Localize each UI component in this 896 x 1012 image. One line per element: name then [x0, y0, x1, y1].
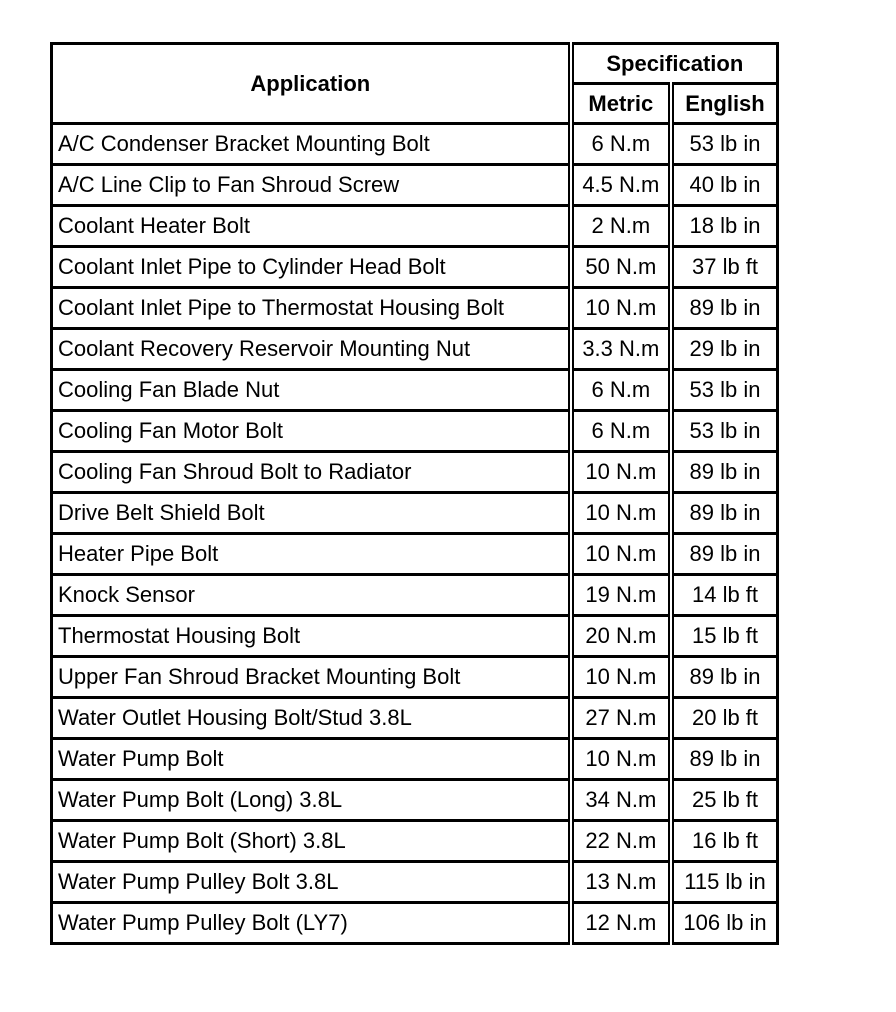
table-row — [52, 821, 778, 862]
metric-cell: 27 N.m — [571, 698, 671, 739]
metric-cell: 22 N.m — [571, 821, 671, 862]
english-cell: 53 lb in — [671, 370, 777, 411]
metric-cell: 2 N.m — [571, 206, 671, 247]
application-cell: Coolant Inlet Pipe to Cylinder Head Bolt — [52, 247, 571, 288]
metric-cell: 10 N.m — [571, 534, 671, 575]
metric-cell: 6 N.m — [571, 370, 671, 411]
english-cell: 89 lb in — [671, 739, 777, 780]
table-body — [52, 124, 778, 944]
metric-cell: 12 N.m — [571, 903, 671, 944]
application-cell: Thermostat Housing Bolt — [52, 616, 571, 657]
metric-cell: 6 N.m — [571, 411, 671, 452]
english-cell: 53 lb in — [671, 411, 777, 452]
table-row — [52, 575, 778, 616]
english-cell: 15 lb ft — [671, 616, 777, 657]
english-cell: 20 lb ft — [671, 698, 777, 739]
metric-cell: 34 N.m — [571, 780, 671, 821]
metric-cell: 10 N.m — [571, 493, 671, 534]
application-cell: Upper Fan Shroud Bracket Mounting Bolt — [52, 657, 571, 698]
english-cell: 40 lb in — [671, 165, 777, 206]
metric-cell: 19 N.m — [571, 575, 671, 616]
application-cell: Water Pump Pulley Bolt (LY7) — [52, 903, 571, 944]
english-cell: 106 lb in — [671, 903, 777, 944]
application-cell: Coolant Recovery Reservoir Mounting Nut — [52, 329, 571, 370]
metric-cell: 50 N.m — [571, 247, 671, 288]
table-row — [52, 206, 778, 247]
english-header: English — [671, 84, 777, 124]
english-cell: 14 lb ft — [671, 575, 777, 616]
application-cell: Cooling Fan Motor Bolt — [52, 411, 571, 452]
metric-header: Metric — [571, 84, 671, 124]
application-cell: Cooling Fan Shroud Bolt to Radiator — [52, 452, 571, 493]
table-row — [52, 288, 778, 329]
specification-header: Specification — [571, 44, 778, 84]
application-cell: Water Pump Bolt (Short) 3.8L — [52, 821, 571, 862]
english-cell: 37 lb ft — [671, 247, 777, 288]
application-header: Application — [52, 44, 571, 124]
table-row — [52, 124, 778, 165]
application-cell: Coolant Inlet Pipe to Thermostat Housing Bolt — [52, 288, 571, 329]
application-cell: Water Pump Bolt — [52, 739, 571, 780]
metric-cell: 13 N.m — [571, 862, 671, 903]
metric-cell: 4.5 N.m — [571, 165, 671, 206]
application-cell: Water Pump Bolt (Long) 3.8L — [52, 780, 571, 821]
table-row — [52, 534, 778, 575]
english-cell: 89 lb in — [671, 534, 777, 575]
application-cell: Heater Pipe Bolt — [52, 534, 571, 575]
application-cell: Coolant Heater Bolt — [52, 206, 571, 247]
application-cell: Water Pump Pulley Bolt 3.8L — [52, 862, 571, 903]
application-cell: Water Outlet Housing Bolt/Stud 3.8L — [52, 698, 571, 739]
metric-cell: 10 N.m — [571, 452, 671, 493]
header-row — [52, 44, 778, 84]
table-row — [52, 903, 778, 944]
table-row — [52, 247, 778, 288]
english-cell: 29 lb in — [671, 329, 777, 370]
application-cell: Knock Sensor — [52, 575, 571, 616]
english-cell: 89 lb in — [671, 288, 777, 329]
application-cell: Drive Belt Shield Bolt — [52, 493, 571, 534]
table-row — [52, 780, 778, 821]
application-cell: A/C Condenser Bracket Mounting Bolt — [52, 124, 571, 165]
table-row — [52, 411, 778, 452]
table-row — [52, 329, 778, 370]
table-row — [52, 452, 778, 493]
table-row — [52, 370, 778, 411]
english-cell: 115 lb in — [671, 862, 777, 903]
english-cell: 18 lb in — [671, 206, 777, 247]
metric-cell: 6 N.m — [571, 124, 671, 165]
table-row — [52, 739, 778, 780]
metric-cell: 20 N.m — [571, 616, 671, 657]
english-cell: 25 lb ft — [671, 780, 777, 821]
english-cell: 89 lb in — [671, 493, 777, 534]
english-cell: 89 lb in — [671, 452, 777, 493]
application-cell: A/C Line Clip to Fan Shroud Screw — [52, 165, 571, 206]
metric-cell: 10 N.m — [571, 739, 671, 780]
metric-cell: 10 N.m — [571, 657, 671, 698]
english-cell: 89 lb in — [671, 657, 777, 698]
table-row — [52, 862, 778, 903]
torque-spec-table — [50, 42, 779, 945]
table-row — [52, 698, 778, 739]
table-row — [52, 165, 778, 206]
metric-cell: 3.3 N.m — [571, 329, 671, 370]
table-row — [52, 616, 778, 657]
application-cell: Cooling Fan Blade Nut — [52, 370, 571, 411]
table-row — [52, 657, 778, 698]
english-cell: 16 lb ft — [671, 821, 777, 862]
metric-cell: 10 N.m — [571, 288, 671, 329]
english-cell: 53 lb in — [671, 124, 777, 165]
table-row — [52, 493, 778, 534]
